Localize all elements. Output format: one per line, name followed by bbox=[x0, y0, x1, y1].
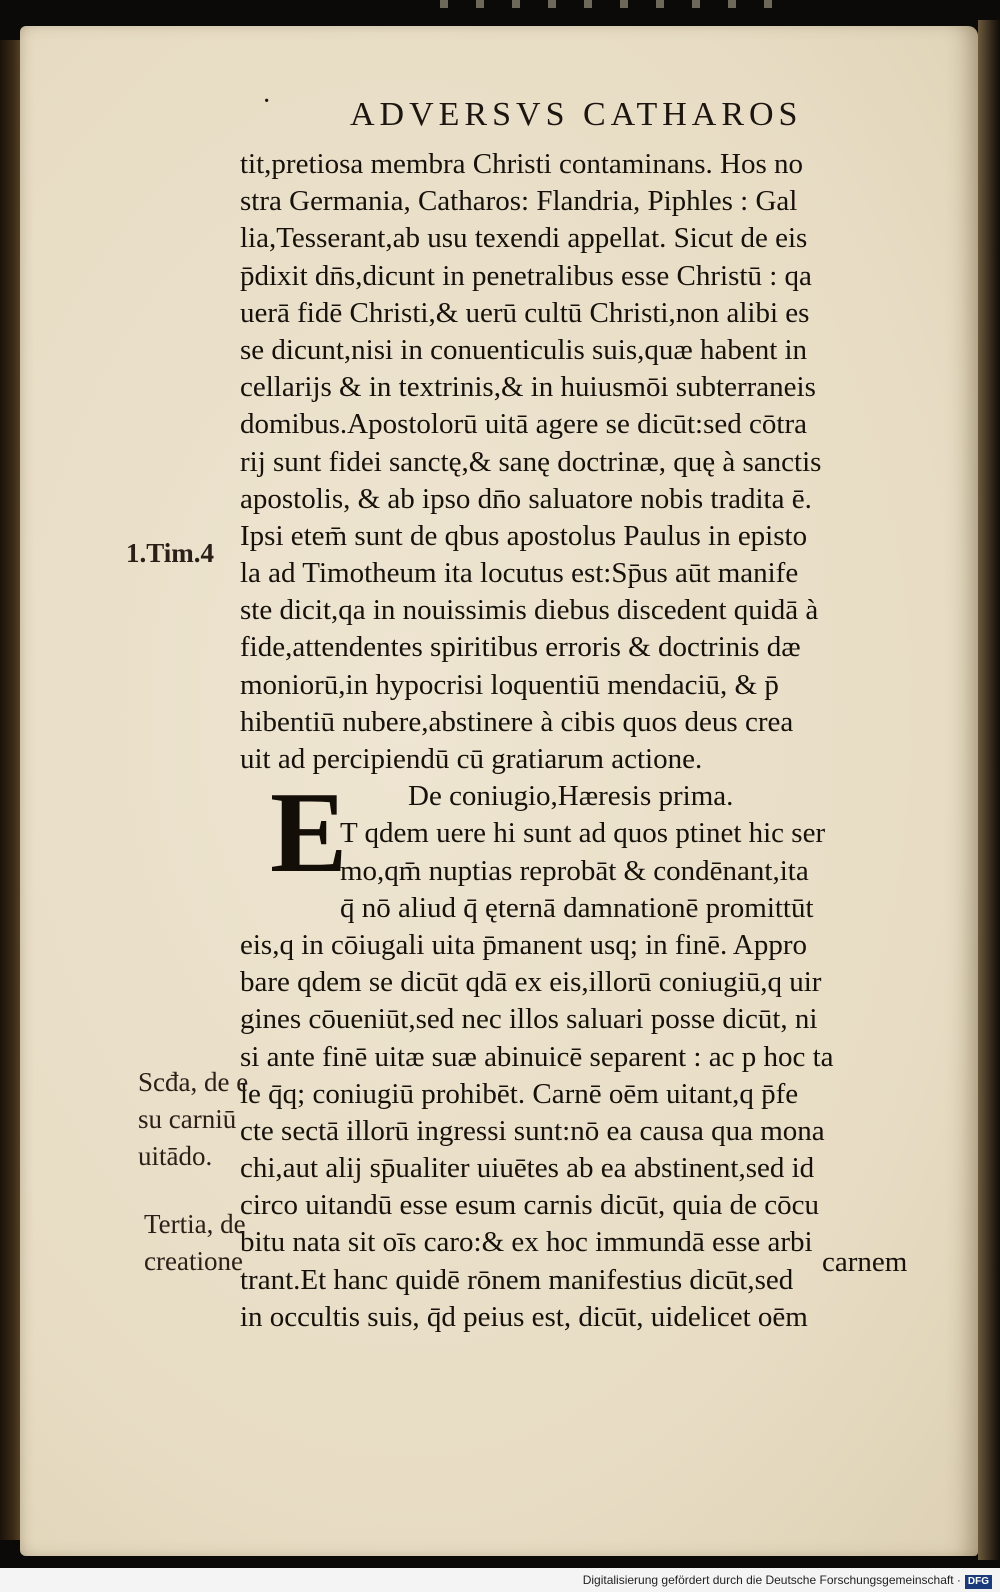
book-spine bbox=[0, 40, 22, 1540]
text-line: bare qdem se dicūt qdā ex eis,illorū coniugiū,q uir bbox=[240, 966, 822, 999]
margin-note-line: uitādo. bbox=[138, 1141, 213, 1171]
margin-note-line: Scđa, de e bbox=[138, 1067, 249, 1097]
top-edge-marks bbox=[440, 0, 780, 8]
text-line: tit,pretiosa membra Christi contaminans. Hos no bbox=[240, 148, 803, 180]
text-line: T qdem uere hi sunt ad quos ptinet hic ser bbox=[340, 817, 826, 850]
margin-note-line: su carniū bbox=[138, 1104, 237, 1134]
text-line: ste dicit,qa in nouissimis diebus discedent quidā à bbox=[240, 594, 819, 627]
text-line: domibus.Apostolorū uitā agere se dicūt:sed cōtra bbox=[240, 408, 807, 441]
header-dot: · bbox=[262, 86, 272, 117]
text-line: apostolis, & ab ipso dn̄o saluatore nobis tradita ē. bbox=[240, 482, 812, 515]
text-line: circo uitandū esse esum carnis dicūt, quia de cōcu bbox=[240, 1189, 819, 1222]
dfg-logo: DFG bbox=[965, 1575, 992, 1589]
text-line: eis,q in cōiugali uita p̄manent usq; in finē. Appro bbox=[240, 928, 808, 961]
text-line: rij sunt fidei sanctę,& sanę doctrinæ, quę à sanctis bbox=[240, 445, 822, 478]
text-line: q̄ nō aliud q̄ ęternā damnationē promittūt bbox=[340, 891, 814, 924]
text-line: lia,Tesserant,ab usu texendi appellat. Sicut de eis bbox=[240, 222, 808, 255]
section-heading: De coniugio,Hæresis prima. bbox=[408, 780, 734, 813]
running-header: ADVERSVS CATHAROS bbox=[350, 96, 803, 133]
text-line: uerā fidē Christi,& uerū cultū Christi,non alibi es bbox=[240, 296, 810, 329]
text-line: moniorū,in hypocrisi loquentiū mendaciū, & p̄ bbox=[240, 668, 779, 701]
text-line: mo,qm̄ nuptias reprobāt & condēnant,ita bbox=[340, 854, 809, 887]
footer-text: Digitalisierung gefördert durch die Deutsche Forschungsgemeinschaft · bbox=[582, 1573, 961, 1587]
text-line: chi,aut alij sp̄ualiter uiuētes ab ea abstinent,sed id bbox=[240, 1152, 815, 1185]
text-line: gines cōueniūt,sed nec illos saluari posse dicūt, ni bbox=[240, 1003, 818, 1036]
margin-note-line: creatione bbox=[144, 1246, 243, 1276]
page-edge bbox=[978, 20, 1000, 1560]
text-line: fide,attendentes spiritibus erroris & doctrinis dæ bbox=[240, 631, 801, 664]
catchword: carnem bbox=[822, 1246, 908, 1278]
text-line: bitu nata sit oīs caro:& ex hoc immundā esse arbi bbox=[240, 1226, 813, 1259]
text-line: le q̄q; coniugiū prohibēt. Carnē oēm uitant,q p̄fe bbox=[240, 1077, 799, 1110]
margin-note-line: Tertia, de bbox=[144, 1209, 246, 1239]
text-line: stra Germania, Catharos: Flandria, Piphles : Gal bbox=[240, 185, 798, 218]
text-line: si ante finē uitæ suæ abinuicē separent : ac p hoc ta bbox=[240, 1040, 834, 1073]
text-line: in occultis suis, q̄d peius est, dicūt, uidelicet oēm bbox=[240, 1300, 808, 1333]
text-line: Ipsi etem̄ sunt de qbus apostolus Paulus in episto bbox=[240, 519, 808, 552]
margin-note-second bbox=[138, 1064, 248, 1175]
main-text-block bbox=[240, 146, 920, 1336]
text-line: p̄dixit dn̄s,dicunt in penetralibus esse Christū : qa bbox=[240, 259, 812, 292]
text-line: cte sectā illorū ingressi sunt:nō ea causa qua mona bbox=[240, 1114, 825, 1147]
text-line: se dicunt,nisi in conuenticulis suis,quæ habent in bbox=[240, 333, 808, 366]
drop-cap: E bbox=[270, 769, 348, 897]
text-line: hibentiū nubere,abstinere à cibis quos deus crea bbox=[240, 705, 794, 738]
margin-note-third bbox=[144, 1206, 246, 1280]
text-line: trant.Et hanc quidē rōnem manifestius dicūt,sed bbox=[240, 1263, 794, 1296]
text-line: uit ad percipiendū cū gratiarum actione. bbox=[240, 743, 703, 775]
digitization-footer bbox=[0, 1568, 1000, 1592]
text-line: la ad Timotheum ita locutus est:Sp̄us aūt manife bbox=[240, 557, 799, 590]
margin-note-timothy: 1.Tim.4 bbox=[126, 538, 215, 568]
text-line: cellarijs & in textrinis,& in huiusmōi subterraneis bbox=[240, 371, 816, 404]
